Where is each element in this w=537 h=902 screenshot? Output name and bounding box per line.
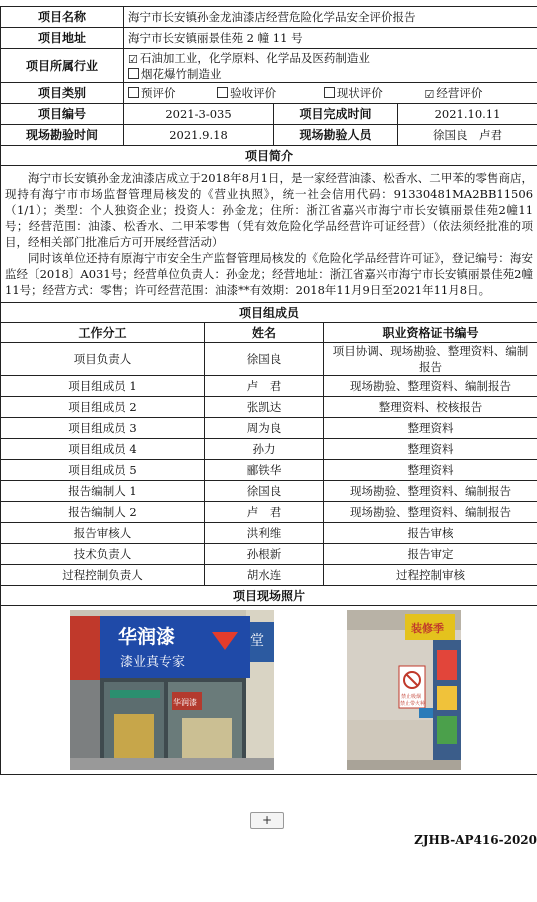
intro-text xyxy=(1,166,537,303)
industry-label: 项目所属行业 xyxy=(1,49,124,83)
member-role: 报告审核人 xyxy=(1,523,205,544)
member-cert: 现场勘验、整理资料、编制报告 xyxy=(324,481,537,502)
category-label: 项目类别 xyxy=(1,83,124,104)
intro-paragraph-2: 同时该单位还持有原海宁市安全生产监督管理局核发的《危险化学品经营许可证》，登记编号：海安监经〔2018〕A031号；经营单位负责人：孙金龙；经营地址：浙江省嘉兴市海宁市长安镇丽景佳苑2幢11号；经营方式：零售；许可经营范围：油漆**有效期：2018年11月9日至2021年11月8日。 xyxy=(5,251,534,297)
member-name: 徐国良 xyxy=(205,481,324,502)
photos-cell xyxy=(1,606,537,775)
member-role: 项目组成员 4 xyxy=(1,439,205,460)
member-row xyxy=(1,544,537,565)
small-sign-text: 华润漆 xyxy=(173,698,197,707)
completion-time-label: 项目完成时间 xyxy=(274,104,398,125)
members-section-title: 项目组成员 xyxy=(1,303,537,323)
member-role: 项目组成员 1 xyxy=(1,376,205,397)
member-role: 技术负责人 xyxy=(1,544,205,565)
member-cert: 报告审核 xyxy=(324,523,537,544)
member-row xyxy=(1,502,537,523)
industry-option-petrochemical[interactable]: ☑ 石油加工业，化学原料、化学品及医药制造业 xyxy=(128,50,370,66)
member-row xyxy=(1,523,537,544)
site-photo-storefront xyxy=(70,610,274,770)
category-option-status[interactable]: 现状评价 xyxy=(324,86,383,100)
safety-sign-bottom: 禁止带火种 xyxy=(400,701,426,707)
member-name: 卢 君 xyxy=(205,502,324,523)
checkbox-icon[interactable] xyxy=(128,87,139,98)
member-row xyxy=(1,481,537,502)
survey-staff-value: 徐国良 卢君 xyxy=(398,125,537,146)
intro-paragraph-1: 海宁市长安镇孙金龙油漆店成立于2018年8月1日，是一家经营油漆、松香水、二甲苯的零售商店，现持有海宁市市场监督管理局核发的《营业执照》，统一社会信用代码：91330481MA2BB11506（1/1）；类型：个人独资企业；投资人：孙金龙；住所：浙江省嘉兴市海宁市长安镇丽景佳苑2幢11号；经营范围：油漆、松香水、二甲苯零售（凭有效危险化学品经营许可证经营）（依法须经批准的项目，经相关部门批准后方可开展经营活动） xyxy=(5,171,534,249)
member-cert: 现场勘验、整理资料、编制报告 xyxy=(324,376,537,397)
member-row xyxy=(1,565,537,586)
member-row xyxy=(1,343,537,376)
sign-main-text: 华润漆 xyxy=(118,626,176,648)
member-row xyxy=(1,460,537,481)
member-cert: 整理资料 xyxy=(324,418,537,439)
member-row xyxy=(1,397,537,418)
industry-option-fireworks[interactable]: 烟花爆竹制造业 xyxy=(128,66,533,82)
checkbox-icon[interactable]: ☑ xyxy=(424,88,435,101)
project-address-value: 海宁市长安镇丽景佳苑 2 幢 11 号 xyxy=(124,28,537,49)
member-role: 报告编制人 2 xyxy=(1,502,205,523)
member-role: 项目组成员 5 xyxy=(1,460,205,481)
member-row xyxy=(1,418,537,439)
checkbox-icon[interactable] xyxy=(128,68,139,79)
category-option-operation[interactable]: ☑ 经营评价 xyxy=(424,86,483,101)
category-option-pre[interactable]: 预评价 xyxy=(128,86,176,100)
member-row xyxy=(1,376,537,397)
member-cert: 现场勘验、整理资料、编制报告 xyxy=(324,502,537,523)
safety-sign-top: 禁止吸烟 xyxy=(401,694,422,700)
survey-time-label: 现场勘验时间 xyxy=(1,125,124,146)
document-code: ZJHB-AP416-2020 xyxy=(414,833,537,847)
checkbox-icon[interactable] xyxy=(217,87,228,98)
member-name: 郦铁华 xyxy=(205,460,324,481)
member-name: 洪利维 xyxy=(205,523,324,544)
category-options xyxy=(124,83,537,104)
member-name: 孙力 xyxy=(205,439,324,460)
member-name: 卢 君 xyxy=(205,376,324,397)
member-cert: 整理资料、校核报告 xyxy=(324,397,537,418)
member-role: 项目负责人 xyxy=(1,343,205,376)
members-header-cert: 职业资格证书编号 xyxy=(324,323,537,343)
banner-text: 装修季 xyxy=(411,622,444,635)
project-no-label: 项目编号 xyxy=(1,104,124,125)
evaluation-report-table xyxy=(0,6,537,775)
checkbox-icon[interactable] xyxy=(324,87,335,98)
survey-staff-label: 现场勘验人员 xyxy=(274,125,398,146)
members-header-role: 工作分工 xyxy=(1,323,205,343)
member-name: 周为良 xyxy=(205,418,324,439)
completion-time-value: 2021.10.11 xyxy=(398,104,537,125)
checkbox-icon[interactable]: ☑ xyxy=(128,52,138,66)
intro-section-title: 项目简介 xyxy=(1,146,537,166)
member-cert: 项目协调、现场勘验、整理资料、编制报告 xyxy=(324,343,537,376)
member-cert: 过程控制审核 xyxy=(324,565,537,586)
member-cert: 整理资料 xyxy=(324,439,537,460)
industry-options xyxy=(124,49,537,83)
photos-section-title: 项目现场照片 xyxy=(1,586,537,606)
member-role: 项目组成员 2 xyxy=(1,397,205,418)
member-name: 孙根新 xyxy=(205,544,324,565)
sign-sub-text: 漆业真专家 xyxy=(120,655,186,670)
member-role: 报告编制人 1 xyxy=(1,481,205,502)
project-name-value: 海宁市长安镇孙金龙油漆店经营危险化学品安全评价报告 xyxy=(124,7,537,28)
interior-photo-graphic xyxy=(347,610,461,770)
project-no-value: 2021-3-035 xyxy=(124,104,274,125)
member-name: 徐国良 xyxy=(205,343,324,376)
member-cert: 整理资料 xyxy=(324,460,537,481)
members-header-name: 姓名 xyxy=(205,323,324,343)
project-address-label: 项目地址 xyxy=(1,28,124,49)
member-name: 张凯达 xyxy=(205,397,324,418)
member-row xyxy=(1,439,537,460)
project-name-label: 项目名称 xyxy=(1,7,124,28)
member-role: 过程控制负责人 xyxy=(1,565,205,586)
member-cert: 报告审定 xyxy=(324,544,537,565)
member-role: 项目组成员 3 xyxy=(1,418,205,439)
survey-time-value: 2021.9.18 xyxy=(124,125,274,146)
category-option-acceptance[interactable]: 验收评价 xyxy=(217,86,276,100)
member-name: 胡水连 xyxy=(205,565,324,586)
site-photo-interior xyxy=(347,610,461,770)
side-sign-text: 堂 xyxy=(250,633,264,649)
members-list xyxy=(1,343,537,586)
storefront-photo-graphic xyxy=(70,610,274,770)
add-row-button[interactable]: + xyxy=(250,812,284,829)
